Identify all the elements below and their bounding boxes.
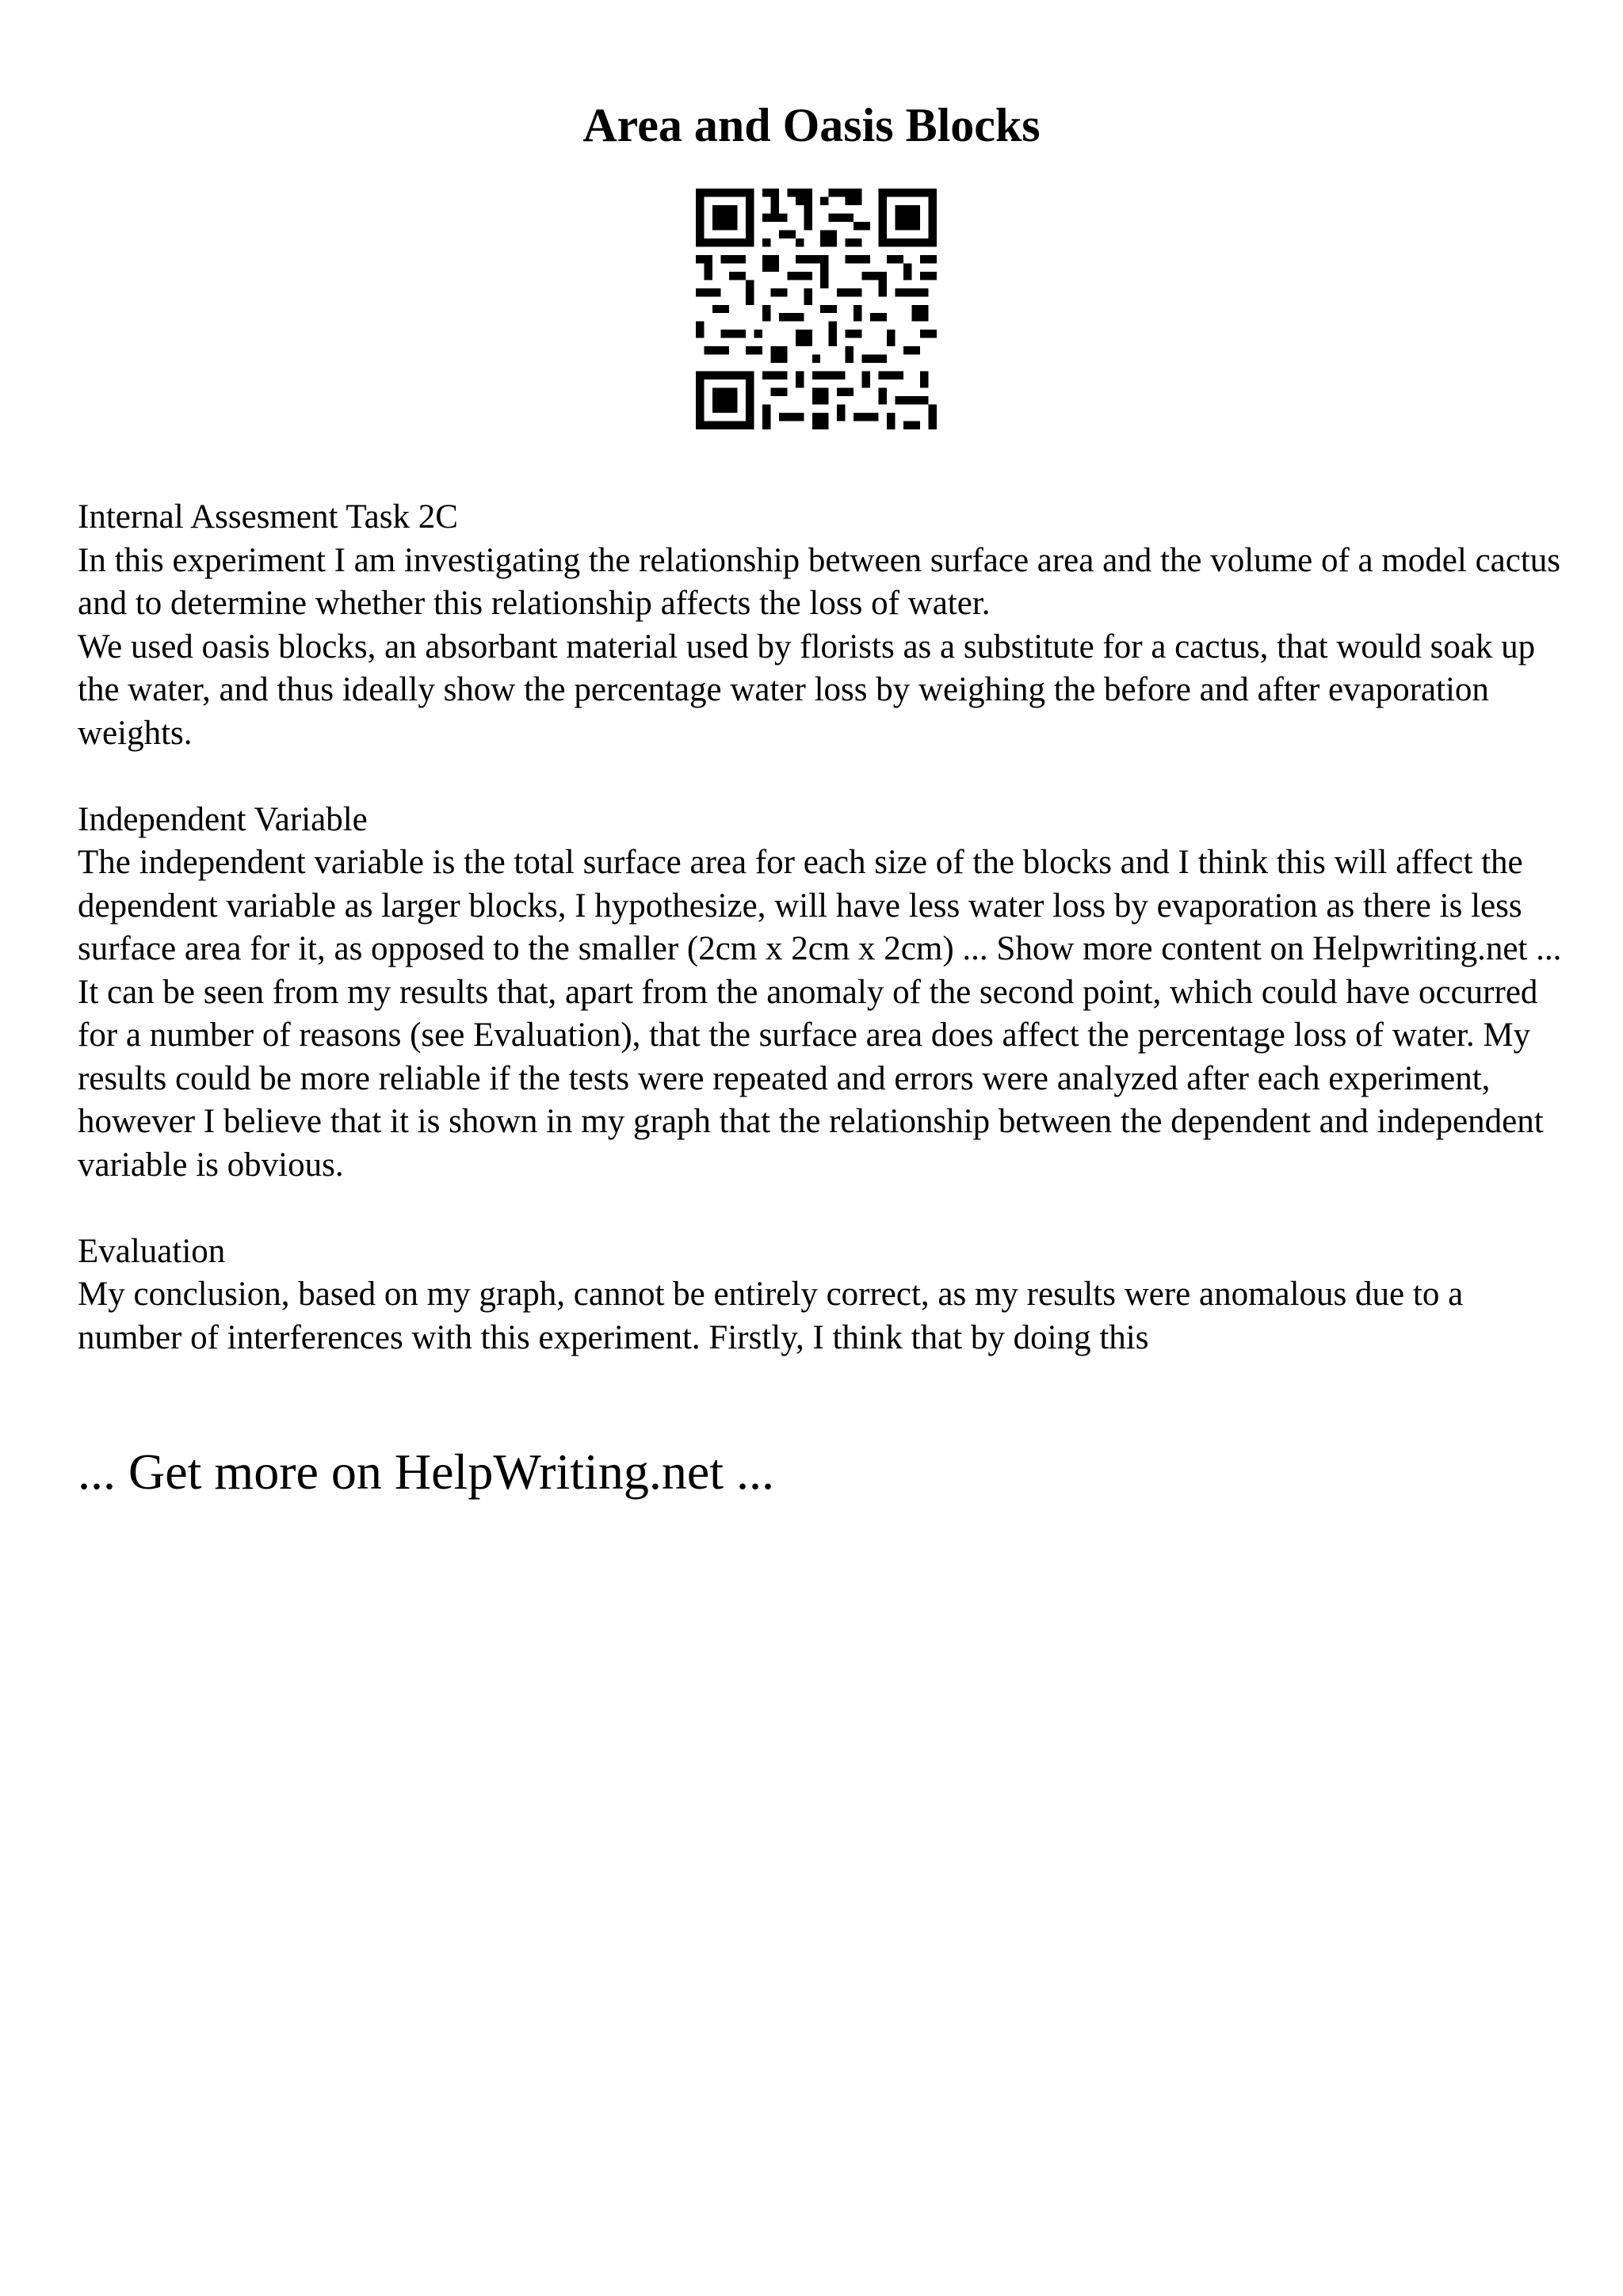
qr-code-icon[interactable] [696,189,937,429]
section-heading-task: Internal Assesment Task 2C [78,498,458,536]
section-heading-independent-variable: Independent Variable [78,800,368,838]
document-body [78,496,1568,1360]
section-heading-evaluation: Evaluation [78,1232,226,1270]
document-title: Area and Oasis Blocks [582,99,1041,151]
get-more-link[interactable]: ... Get more on HelpWriting.net ... [78,1444,774,1500]
paragraph-independent-variable: The independent variable is the total surface area for each size of the blocks and I think this will affect the dependent variable as larger blocks, I hypothesize, will have less water loss by evaporation as there is less surface area for it, as opposed to the smaller (2cm x 2cm x 2cm) ... Show more content on Helpwriting.net ... [78,844,1562,967]
paragraph-results: It can be seen from my results that, apart from the anomaly of the second point, which could have occurred for a number of reasons (see Evaluation), that the surface area does affect the percentage loss of water. My results could be more reliable if the tests were repeated and errors were analyzed after each experiment, however I believe that it is shown in my graph that the relationship between the dependent and independent variable is obvious. [78,973,1544,1184]
paragraph-evaluation: My conclusion, based on my graph, cannot be entirely correct, as my results were anomalous due to a number of interferences with this experiment. Firstly, I think that by doing this [78,1276,1464,1356]
paragraph-method: We used oasis blocks, an absorbant material used by florists as a substitute for a cactus, that would soak up the water, and thus ideally show the percentage water loss by weighing the before and after evaporation weights. [78,627,1536,752]
paragraph-intro: In this experiment I am investigating the relationship between surface area and the volume of a model cactus and to determine whether this relationship affects the loss of water. [78,541,1561,622]
